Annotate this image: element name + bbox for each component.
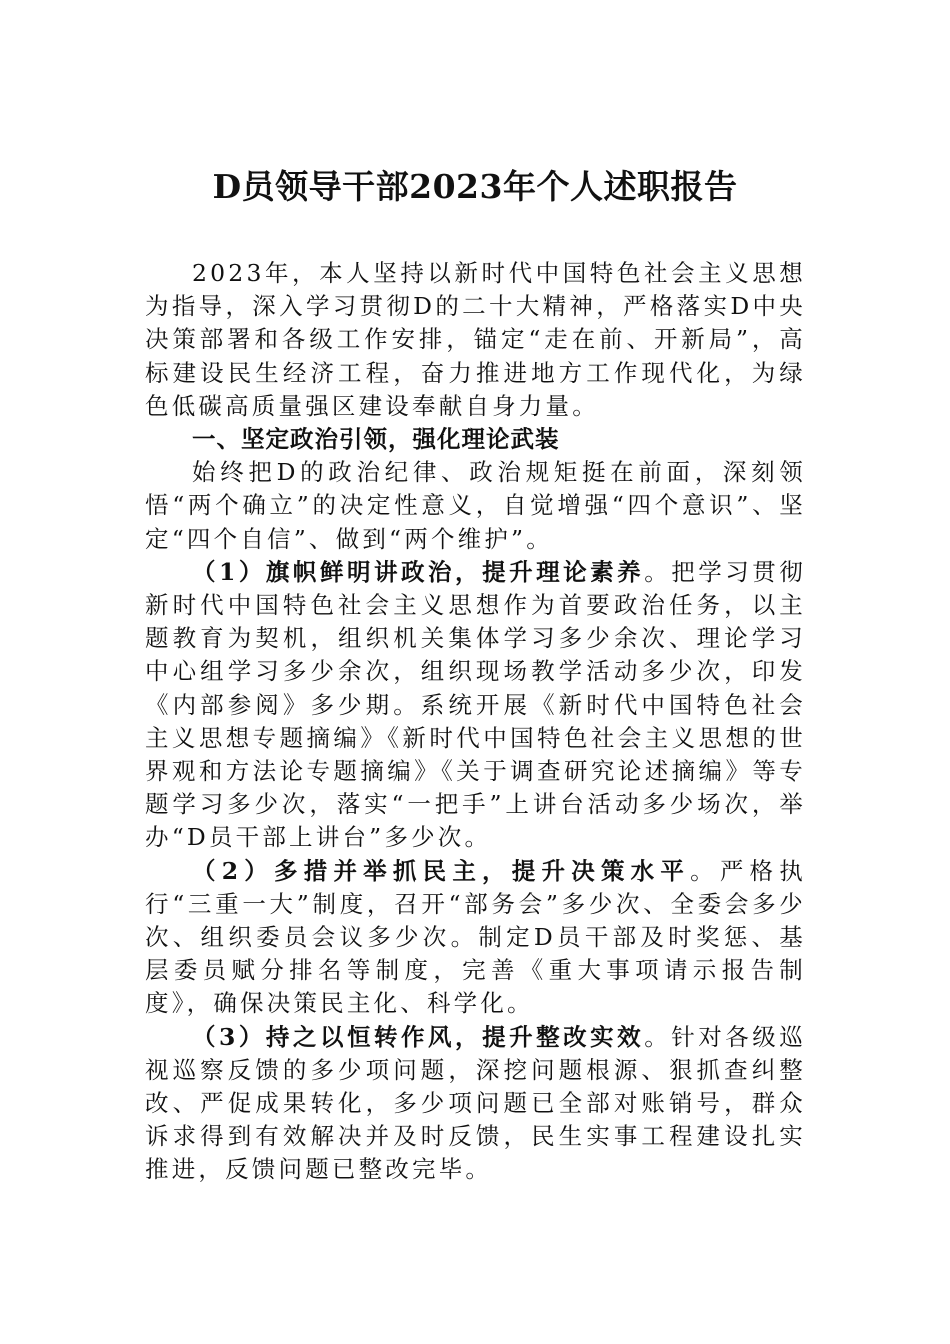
section-paragraph: 始终把D的政治纪律、政治规矩挺在前面，深刻领悟“两个确立”的决定性意义，自觉增强“四个意识”、坚定“四个自信”、做到“两个维护”。 (145, 458, 806, 553)
intro-paragraph: 2023年，本人坚持以新时代中国特色社会主义思想为指导，深入学习贯彻D的二十大精神，严格落实D中央决策部署和各级工作安排，锚定“走在前、开新局”，高标建设民生经济工程，奋力推进地方工作现代化，为绿色低碳高质量强区建设奉献自身力量。 (145, 259, 806, 420)
document-title: D员领导干部2023年个人述职报告 (212, 167, 738, 206)
item-lead: （2）多措并举抓民主，提升决策水平 (192, 856, 691, 885)
item-text: 。针对各级巡视巡察反馈的多少项问题，深挖问题根源、狠抓查纠整改、严促成果转化，多少项问题已全部对账销号，群众诉求得到有效解决并及时反馈，民生实事工程建设扎实推进，反馈问题已整改完毕。 (145, 1022, 806, 1184)
item-text: 。把学习贯彻新时代中国特色社会主义思想作为首要政治任务，以主题教育为契机，组织机关集体学习多少余次、理论学习中心组学习多少余次，组织现场教学活动多少次，印发《内部参阅》多少期。系统开展《新时代中国特色社会主义思想专题摘编》《新时代中国特色社会主义思想的世界观和方法论专题摘编》《关于调查研究论述摘编》等专题学习多少次，落实“一把手”上讲台活动多少场次，举办“D员干部上讲台”多少次。 (145, 557, 806, 852)
item-paragraph-2 (145, 855, 806, 1021)
item-paragraph-1 (145, 556, 806, 855)
item-paragraph-3 (145, 1021, 806, 1187)
section-heading: 一、坚定政治引领，强化理论武装 (192, 425, 560, 454)
item-text: 。严格执行“三重一大”制度，召开“部务会”多少次、全委会多少次、组织委员会议多少次。制定D员干部及时奖惩、基层委员赋分排名等制度，完善《重大事项请示报告制度》，确保决策民主化、科学化。 (145, 856, 806, 1018)
document-body (145, 257, 806, 1187)
item-lead: （3）持之以恒转作风，提升整改实效 (192, 1022, 645, 1051)
item-lead: （1）旗帜鲜明讲政治，提升理论素养 (192, 557, 645, 586)
